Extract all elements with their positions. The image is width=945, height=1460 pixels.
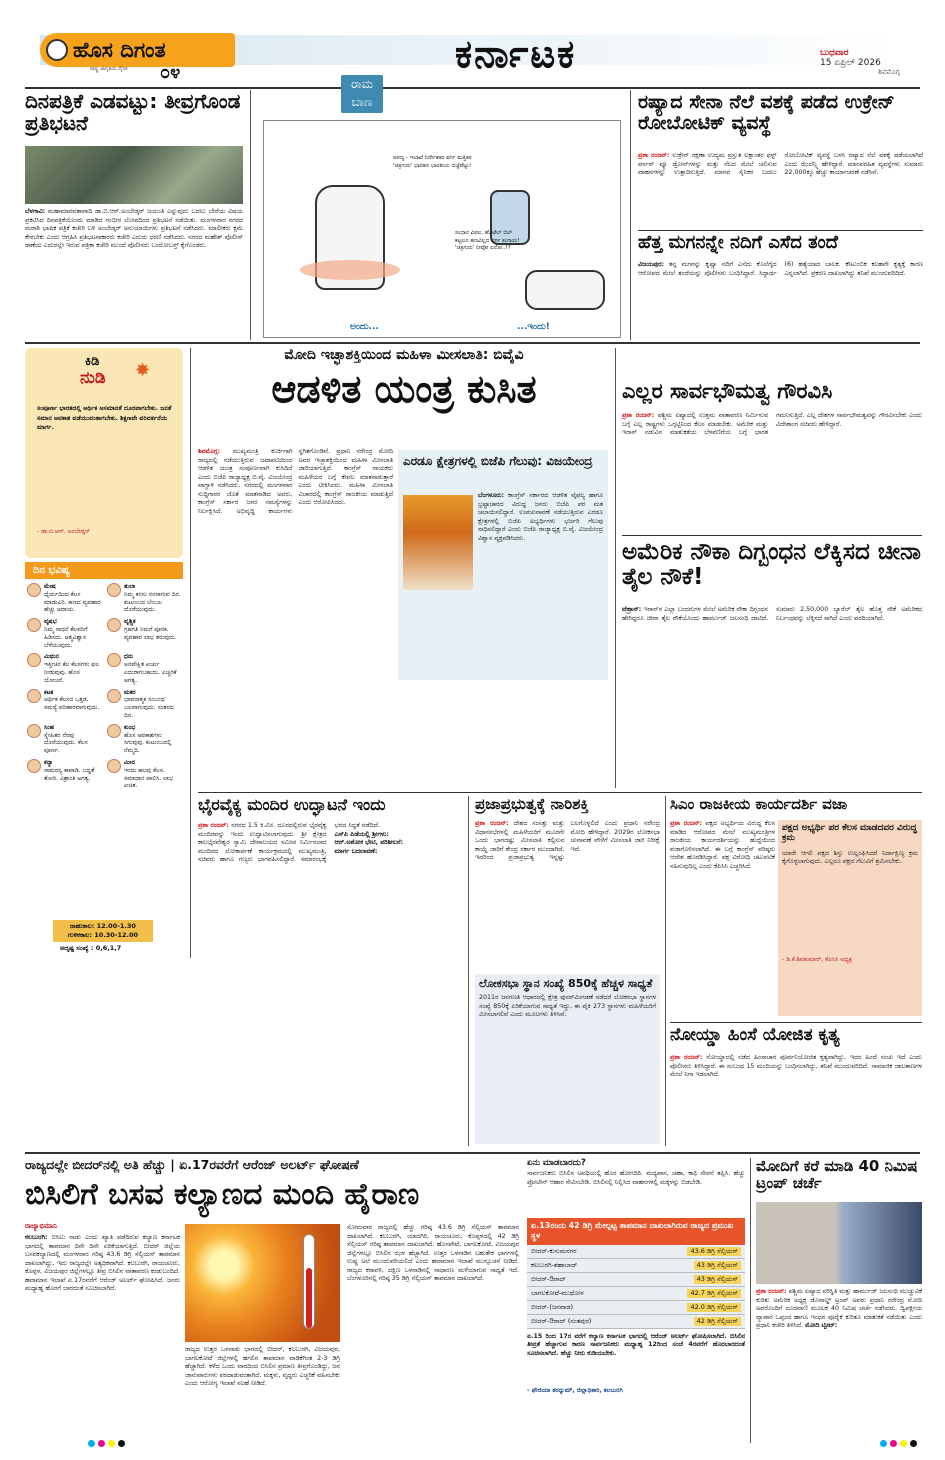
- sign-text: ಸಾಮರಸ್ಯ ಕಾಪಾಡಿ. ಬದ್ಧತೆ ತೋರಿ. ವಿಶ್ರಾಂತಿ ಅಗತ್ಯ.: [44, 766, 95, 782]
- story-body: [670, 820, 775, 1015]
- body-text: ಮಹಾಮಾನವತಾವಾದಿ ಡಾ.ಬಿ.ಆರ್.ಅಂಬೇಡ್ಕರ್ ಜಯಂತಿ ಎನ್ನುವುದು ಬದಲು ಬೇರೆಯ ವಿಷಯ ಪ್ರಕಟಿಸಿದ ದಿನಪತ್ರಿಕೆಯೊಂದು ಮಾಡಿದ ಗಂಭೀರ ಲೋಪದಿಂದ ಪ್ರತಿಭಟನೆ ನಡೆಯಿತು. ಮಂಗಳವಾರ ನಗರದ ಮರಾಠಿ ಭಾಷಿಕ ಪತ್ರಿಕೆ ಕಚೇರಿ ಬಳಿ ಅಂಬೇಡ್ಕರ್ ಅನುಯಾಯಿಗಳು ಪ್ರತಿಭಟನೆ ನಡೆಸಿದರು. ಮಾಲೀಕರು ಕ್ಷಮೆ ಕೇಳಬೇಕು ಎಂದು ಆಗ್ರಹಿಸಿ ಪ್ರತಿಭಟನಾಕಾರರು ಕಚೇರಿ ಎದುರು ಧರಣಿ ನಡೆಸಿದರು. ನಗರದ ಮಹೇಶ್ ಪೊಲೀಸ್ ಠಾಣೆಯ ಎದುರಲ್ಲೇ ಇರುವ ಪತ್ರಿಕಾ ಕಚೇರಿ ಮುಂದೆ ಪೊಲೀಸರು ಬಂದೋಬಸ್ತ್ ಕೈಗೊಂಡರು.: [25, 208, 243, 249]
- sign-name: ಸಿಂಹ: [44, 723, 55, 731]
- sign-content: [124, 583, 181, 614]
- box-headline: ಲೋಕಸಭಾ ಸ್ಥಾನ ಸಂಖ್ಯೆ 850ಕ್ಕೆ ಹೆಚ್ಚಳ ಸಾಧ್ಯತೆ: [479, 977, 653, 990]
- sign-text: ಭಾವನಾತ್ಮಕ ಸಂಬಂಧ ಬಲವಾಗುವುದು. ಸಂತಸದ ದಿನ.: [124, 696, 174, 719]
- temp-cell: 42.0 ಡಿಗ್ರಿ ಸೆಲ್ಸಿಯಸ್: [687, 1303, 741, 1312]
- sun-thermometer-photo: [185, 1224, 340, 1342]
- sign-content: [124, 653, 181, 684]
- bubble-right: ಸಂಧಾನ ವಿಫಲ, ಹೊಟೆಲ್ ಬಿಲ್ ಕಟ್ಟಲೂ ಹಣವಿಲ್ಲದ ವರ್ಗ ಕಂಗಾಲು! 'ಚಿತ್ರಗುರು' ನೀವೋ ಏನೋ..!?: [455, 230, 520, 252]
- paper-tagline: ರಾಷ್ಟ್ರ ಜಾಗೃತಿಯ ದೈನಿಕ: [90, 66, 128, 72]
- body-text: ತನ್ನ ಮಗನನ್ನು ಕೃಷ್ಣಾ ನದಿಗೆ ಎಸೆದು ಕೊಲೆಗೈದ ಆರೋಪದ ಮೇಲೆ ತಂದೆಯನ್ನು ಪೊಲೀಸರು ಬಂಧಿಸಿದ್ದಾರೆ. ಸಿದ್ಧಾರ್ಥ (6) ಹತ್ಯೆಯಾದ ಬಾಲಕ. ಕೌಟುಂಬಿಕ ಕಲಹವೇ ಕೃತ್ಯಕ್ಕೆ ಕಾರಣ ಎನ್ನಲಾಗಿದೆ. ಪ್ರಕರಣ ದಾಖಲಾಗಿದ್ದು ತನಿಖೆ ಮುಂದುವರಿದಿದೆ.: [638, 261, 923, 277]
- column-divider: [468, 796, 469, 1146]
- sign-text: ಅನಪೇಕ್ಷಿತ ಖರ್ಚು ಎದುರಾಗಬಹುದು. ಎಚ್ಚರಿಕೆ ಅಗತ್ಯ.: [124, 661, 177, 684]
- dateline: ಪ್ರಶಾ ರಂಜನ್:: [756, 1288, 787, 1295]
- place-cell: ಬೀದರ್-ಕುಸುಮನಗರ: [531, 1246, 577, 1255]
- story-body: [198, 448, 393, 783]
- sign-name: ವೃಶ್ಚಿಕ: [124, 618, 136, 626]
- zodiac-icon: [27, 689, 41, 703]
- inset-headline: ಎರಡೂ ಕ್ಷೇತ್ರಗಳಲ್ಲಿ ಬಿಜೆಪಿ ಗೆಲುವು: ವಿಜಯೇಂದ್ರ: [403, 454, 593, 468]
- body-text: ಪಶ್ಚಿಮ ಏಷ್ಯಾದ ಪರಿಸ್ಥಿತಿ ಮತ್ತು ಹಾರ್ಮುಜ್ ಜಲಸಂಧಿ ಮುಚ್ಚುವಿಕೆ ಕುರಿತು ಅಮೆರಿಕ ಅಧ್ಯಕ್ಷ ಡೊನಾಲ್ಡ್ ಟ್ರಂಪ್ ಅವರು ಪ್ರಧಾನಿ ನರೇಂದ್ರ ಮೋದಿ ಅವರೊಂದಿಗೆ ದೂರವಾಣಿ ಮೂಲಕ 40 ನಿಮಿಷ ಚರ್ಚೆ ನಡೆಸಿದರು. ದ್ವಿಪಕ್ಷೀಯ ವ್ಯಾಪಾರ ಒಪ್ಪಂದ ಹಾಗೂ ಇಂಧನ ಪೂರೈಕೆ ಕುರಿತೂ ಮಾತುಕತೆ ನಡೆಯಿತು ಎಂದು ಪ್ರಧಾನಿ ಕಚೇರಿ ತಿಳಿಸಿದೆ.: [756, 1288, 922, 1329]
- vijayendra-photo: [403, 495, 473, 590]
- headline: ಪ್ರಜಾಪ್ರಭುತ್ವಕ್ಕೆ ನಾರಿಶಕ್ತಿ: [475, 795, 589, 813]
- story-body: [622, 412, 922, 530]
- temp-cell: 42.7 ಡಿಗ್ರಿ ಸೆಲ್ಸಿಯಸ್: [687, 1289, 741, 1298]
- page-number: ೦೪: [160, 62, 181, 83]
- story-heatwave: [25, 1158, 520, 1443]
- sign-text: ಧೈರ್ಯದಿಂದ ಕೆಲಸ ಮಾಡುವಿರಿ. ಹಣದ ವ್ಯವಹಾರ ಹೆಚ್ಚು ಆದಾಯ.: [44, 590, 101, 614]
- place-cell: ಬೀದರ್-ಔರಾದ್: [531, 1274, 566, 1283]
- horoscope-sign: [27, 759, 101, 790]
- seat-count-box: [475, 974, 660, 1144]
- story-trump-modi-call: [756, 1158, 922, 1443]
- headline: ಆಡಳಿತ ಯಂತ್ರ ಕುಸಿತ: [271, 367, 537, 412]
- sign-content: [124, 724, 181, 755]
- story-admin-collapse: [198, 348, 610, 788]
- section-rule: [670, 1022, 922, 1023]
- horoscope-sign: [107, 689, 181, 720]
- horoscope-sign: [107, 759, 181, 790]
- body-text: ಪಕ್ಷದ ಅಭ್ಯರ್ಥಿಯ ವಿರುದ್ಧ ಕೆಲಸ ಮಾಡಿದ ಆರೋಪದ ಮೇಲೆ ಮುಖ್ಯಮಂತ್ರಿಗಳ ರಾಜಕೀಯ ಕಾರ್ಯದರ್ಶಿಯನ್ನು ಹುದ್ದೆಯಿಂದ ವಜಾಗೊಳಿಸಲಾಗಿದೆ. ಈ ಬಗ್ಗೆ ಕಾಂಗ್ರೆಸ್ ವರಿಷ್ಠರು ಆದೇಶ ಹೊರಡಿಸಿದ್ದಾರೆ. ಪಕ್ಷ ವಿರೋಧಿ ಚಟುವಟಿಕೆ ಸಹಿಸುವುದಿಲ್ಲ ಎಂದು ಕೆಪಿಸಿಸಿ ಎಚ್ಚರಿಸಿದೆ.: [670, 820, 775, 870]
- section-rule: [638, 230, 923, 231]
- horoscope: [25, 562, 183, 957]
- body-text: ಇರಾನ್‌ನ ಎಲ್ಲಾ ಬಂದರುಗಳ ಮೇಲೆ ಅಮೆರಿಕ ನೌಕಾ ದಿಗ್ಬಂಧನ ಹೇರಿದ್ದರೂ ಚೀನಾ ತೈಲ ನೌಕೆಯೊಂದು ಹಾರ್ಮುಜ್ ಜಲಸಂಧಿ ದಾಟಿದೆ. ಸುಮಾರು 2,50,000 ಬ್ಯಾರೆಲ್ ತೈಲ ಹೊತ್ತ ನೌಕೆ ಅಮೆರಿಕದ ನಿರ್ಬಂಧವನ್ನು ಲೆಕ್ಕಿಸದೆ ಸಾಗಿದೆ ಎಂದು ವರದಿಯಾಗಿದೆ.: [622, 606, 922, 622]
- headline: ಎಲ್ಲರ ಸಾರ್ವಭೌಮತ್ವ ಗೌರವಿಸಿ: [622, 379, 833, 403]
- sign-content: [44, 759, 101, 782]
- sign-content: [44, 618, 101, 649]
- badge-line-2: ಬಾಣ: [351, 95, 373, 109]
- table-row: [527, 1315, 745, 1329]
- headline: ನೋಯ್ಡಾ ಹಿಂಸೆ ಯೋಜಿತ ಕೃತ್ಯ: [670, 1025, 840, 1045]
- zodiac-icon: [27, 618, 41, 632]
- table-row: [527, 1259, 745, 1273]
- section-tag: ರಾಜ್ಯಾಭಿಮಾನಿ: [25, 1222, 58, 1230]
- zodiac-icon: [107, 689, 121, 703]
- section-title: ಕರ್ನಾಟಕ: [455, 32, 577, 76]
- city: ಶಿವಮೊಗ್ಗ: [878, 68, 900, 76]
- dateline: ಪ್ರಶಾ ರಂಜನ್:: [638, 152, 670, 159]
- section-rule: [198, 792, 922, 793]
- sign-name: ಕಟಕ: [44, 688, 54, 696]
- story-sovereignty: [622, 380, 922, 530]
- kidi-quote: ಸಂಪೂರ್ಣ ಭಾರತದಲ್ಲಿ ಆರ್ಥಿಕ ಅಸಮಾನತೆ ದೂರವಾಗಬೇಕು. ಜನತೆ ಸಮಾನ ಅವಕಾಶ ಪಡೆಯುವಂತಾಗಬೇಕು. ಶಿಕ್ಷಣವೇ ಪರಿವರ್ತನೆಯ ಮಾರ್ಗ.: [37, 405, 172, 432]
- headline: ರಷ್ಯಾದ ಸೇನಾ ನೆಲೆ ವಶಕ್ಕೆ ಪಡೆದ ಉಕ್ರೇನ್ ರೋಬೋಟಿಕ್ ವ್ಯವಸ್ಥೆ: [638, 91, 895, 134]
- headline: ಸಿಎಂ ರಾಜಕೀಯ ಕಾರ್ಯದರ್ಶಿ ವಜಾ: [670, 795, 848, 813]
- temp-cell: 43 ಡಿಗ್ರಿ ಸೆಲ್ಸಿಯಸ್: [694, 1275, 741, 1284]
- story-noida-violence: [670, 1026, 922, 1146]
- box-body: 2011ರ ಜನಗಣತಿ ಆಧಾರದಲ್ಲಿ ಕ್ಷೇತ್ರ ಪುನರ್‌ವಿಂಗಡಣೆ ನಡೆದರೆ ಲೋಕಸಭಾ ಸ್ಥಾನಗಳ ಸಂಖ್ಯೆ 850ಕ್ಕೆ ಏರಿಕೆಯಾಗುವ ಸಾಧ್ಯತೆ ಇದ್ದು, ಈ ಪೈಕಿ 273 ಸ್ಥಾನಗಳು ಮಹಿಳೆಯರಿಗೆ ಮೀಸಲಾಗಲಿವೆ ಎಂದು ಮೂಲಗಳು ತಿಳಿಸಿವೆ.: [479, 994, 656, 1019]
- table-row: [527, 1287, 745, 1301]
- story-newspaper-protest: [25, 90, 245, 335]
- sign-name: ಮಿಥುನ: [44, 653, 59, 661]
- zodiac-icon: [107, 653, 121, 667]
- temperature-table: [527, 1218, 745, 1329]
- story-body-2: ಸೋಮವಾರ ರಾಜ್ಯದಲ್ಲಿ ಹೆಚ್ಚು ಗರಿಷ್ಠ 43.6 ಡಿಗ್ರಿ ಸೆಲ್ಸಿಯಸ್ ತಾಪಮಾನ ದಾಖಲಾಗಿದೆ. ಕಲಬುರಗಿ, ಯಾದಗಿರಿ, ರಾಯಚೂರು, ಕೊಪ್ಪಳದಲ್ಲಿ 42 ಡಿಗ್ರಿ ಸೆಲ್ಸಿಯಸ್ ಗರಿಷ್ಠ ತಾಪಮಾನ ದಾಖಲಾಗಿದೆ. ಹೊಸಪೇಟೆ, ಬಾಗಲಕೋಟೆ, ವಿಜಯಪುರ ಜಿಲ್ಲೆಗಳಲ್ಲೂ ಬಿಸಿಲಿನ ಝಳ ಹೆಚ್ಚಾಗಿದೆ. ಉತ್ತರ ಒಳನಾಡಿನ ಬಹುತೇಕ ಭಾಗಗಳಲ್ಲಿ ಉಷ್ಣ ಅಲೆ ಮುಂದುವರಿಯಲಿದೆ ಎಂದು ಹವಾಮಾನ ಇಲಾಖೆ ಮುನ್ಸೂಚನೆ ನೀಡಿದೆ. ರಾಜ್ಯದ ಕರಾವಳಿ, ದಕ್ಷಿಣ ಒಳನಾಡಿನಲ್ಲಿ ಸಾಧಾರಣ ಮಳೆಯಾಗುವ ಸಾಧ್ಯತೆ ಇದೆ. ಬೆಂಗಳೂರಿನಲ್ಲಿ ಗರಿಷ್ಠ 35 ಡಿಗ್ರಿ ಸೆಲ್ಸಿಯಸ್ ತಾಪಮಾನ ದಾಖಲಾಗಿದೆ.: [347, 1224, 519, 1282]
- dateline: ಪ್ರಶಾ ರಂಜನ್:: [198, 822, 229, 829]
- sign-name: ಮೀನ: [124, 758, 135, 766]
- inset-body: [478, 492, 603, 677]
- zodiac-icon: [107, 724, 121, 738]
- thermometer-icon: [303, 1234, 315, 1329]
- hand-figure-right: [525, 270, 605, 310]
- paper-logo: [40, 33, 235, 67]
- registration-marks: [880, 1440, 917, 1447]
- zodiac-icon: [107, 759, 121, 773]
- story-ukraine-robotics: [638, 92, 923, 227]
- horoscope-title: ದಿನ ಭವಿಷ್ಯ: [25, 562, 183, 579]
- caption-then: ಅಂದು...: [350, 322, 379, 332]
- sign-text: ಹೊಸ ಅವಕಾಶಗಳು ಸಿಗುವುವು. ಕುಟುಂಬದಲ್ಲಿ ನೆಮ್ಮದಿ.: [124, 731, 172, 755]
- column-divider: [630, 90, 631, 340]
- quote-author: - ಡಿ.ಕೆ.ಶಿವಕುಮಾರ್, ಕೆಪಿಸಿಸಿ ಅಧ್ಯಕ್ಷ: [782, 955, 853, 963]
- column-divider: [750, 1158, 751, 1443]
- weekday: ಬುಧವಾರ: [820, 48, 849, 58]
- quote-box: [778, 820, 922, 1016]
- column-divider: [615, 348, 616, 788]
- sign-text: ನಿಮ್ಮ ಕನಸು ನನಸಾಗುವ ದಿನ. ಕುಟುಂಬದ ಬೆಂಬಲ ದೊರೆಯುವುದು.: [124, 590, 181, 614]
- sign-content: [44, 653, 101, 684]
- temp-cell: 43.6 ಡಿಗ್ರಿ ಸೆಲ್ಸಿಯಸ್: [687, 1247, 741, 1256]
- zodiac-icon: [27, 724, 41, 738]
- place-cell: ಬೀದರ್-ಔರಾದ್ (ಸಂತಪುರ): [531, 1316, 592, 1325]
- date-box: [820, 48, 920, 77]
- caption-now: ...ಇಂದು!: [517, 322, 550, 332]
- sign-content: [44, 689, 101, 712]
- sign-text: ಸ್ನೇಹಿತರ ನೆರವು ದೊರೆಯುವುದು. ಕೆಲಸ ಪೂರ್ಣ.: [44, 731, 88, 755]
- horoscope-sign: [107, 724, 181, 755]
- kidi-nudi-box: [25, 348, 183, 558]
- inset-dateline: ಬೆಂಗಳೂರು:: [478, 492, 505, 499]
- table-row: [527, 1301, 745, 1315]
- dateline: ವಿಜಯಪುರ:: [638, 261, 665, 268]
- column-divider: [665, 796, 666, 1146]
- story-body: [638, 152, 923, 227]
- horoscope-sign: [27, 724, 101, 755]
- table-title: ಏ.13ರಂದು 42 ಡಿಗ್ರಿ ಮೇಲ್ಪಟ್ಟ ತಾಪಮಾನ ದಾಖಲಾಗಿರುವ ರಾಜ್ಯದ ಪ್ರಮುಖ ಸ್ಥಳ: [527, 1218, 745, 1245]
- table-row: [527, 1273, 745, 1287]
- zodiac-icon: [107, 618, 121, 632]
- sign-content: [124, 618, 181, 641]
- sign-name: ತುಲಾ: [124, 583, 136, 590]
- dateline: ಬೆಳಗಾವಿ:: [25, 208, 46, 215]
- alert-author: - ಫೌಜಿಯಾ ತರನ್ನುಮ್, ಜಿಲ್ಲಾಧಿಕಾರಿ, ಕಲಬುರಗಿ: [527, 1386, 623, 1394]
- horoscope-sign: [107, 618, 181, 649]
- column-divider: [250, 90, 251, 340]
- temp-cell: 43 ಡಿಗ್ರಿ ಸೆಲ್ಸಿಯಸ್: [694, 1261, 741, 1270]
- sign-content: [44, 724, 101, 755]
- splash-left: [300, 260, 400, 280]
- body-text: ಮುಖ್ಯಮಂತ್ರಿ ಕುರ್ಚಿಗಾಗಿ ರಾಜ್ಯದಲ್ಲಿ ನಡೆಯುತ್ತಿರುವ ಜಟಾಪಟಿಯಿಂದ ಆಡಳಿತ ಯಂತ್ರ ಸಂಪೂರ್ಣವಾಗಿ ಕುಸಿದಿದೆ ಎಂದು ಬಿಜೆಪಿ ರಾಜ್ಯಾಧ್ಯಕ್ಷ ಬಿ.ವೈ. ವಿಜಯೇಂದ್ರ ವಾಗ್ದಾಳಿ ನಡೆಸಿದರು. ನಗರದಲ್ಲಿ ಮಂಗಳವಾರ ಸುದ್ದಿಗಾರರ ಜೊತೆ ಮಾತನಾಡಿದ ಅವರು, ಕಾಂಗ್ರೆಸ್ ಸರ್ಕಾರ ಜನರ ಸಮಸ್ಯೆಗಳನ್ನು ನಿರ್ಲಕ್ಷಿಸಿದೆ. ಅಭಿವೃದ್ಧಿ ಕಾರ್ಯಗಳು ಸ್ಥಗಿತಗೊಂಡಿವೆ. ಪ್ರಧಾನಿ ನರೇಂದ್ರ ಮೋದಿ ಅವರ ಇಚ್ಛಾಶಕ್ತಿಯಿಂದ ಮಹಿಳಾ ಮೀಸಲಾತಿ ಜಾರಿಯಾಗುತ್ತಿದೆ. ಕಾಂಗ್ರೆಸ್ ನಾಯಕರು ಮಹಿಳೆಯರ ಬಗ್ಗೆ ಕೇವಲ ಮಾತನಾಡುತ್ತಾರೆ ಎಂದು ಟೀಕಿಸಿದರು. ಮಹಿಳಾ ಮೀಸಲಾತಿ ವಿಚಾರದಲ್ಲಿ ಕಾಂಗ್ರೆಸ್ ರಾಜಕೀಯ ಮಾಡುತ್ತಿದೆ ಎಂದು ಆರೋಪಿಸಿದರು.: [198, 448, 393, 515]
- sign-name: ಮಕರ: [124, 688, 136, 696]
- horoscope-sign: [107, 583, 181, 614]
- quote-body: ಯಾರೇ ಆಗಲಿ ಪಕ್ಷದ ಶಿಸ್ತು ಉಲ್ಲಂಘಿಸಿದರೆ ನಿರ್ದಾಕ್ಷಿಣ್ಯ ಕ್ರಮ ಕೈಗೊಳ್ಳಲಾಗುವುದು. ಎಲ್ಲರೂ ಪಕ್ಷದ ಗೆಲುವಿಗೆ ಶ್ರಮಿಸಬೇಕು.: [782, 849, 918, 866]
- cartoon-panel: [255, 70, 625, 342]
- story-body: [25, 208, 243, 333]
- horoscope-grid: [25, 579, 183, 794]
- dateline: ಪ್ರಶಾ ರಂಜನ್:: [622, 412, 655, 419]
- protest-photo: [25, 146, 243, 204]
- body-text: ದೇಶದ ಸಂಸತ್ತು ಮತ್ತು ವಿಧಾನಸಭೆಗಳಲ್ಲಿ ಮಹಿಳೆಯರಿಗೆ ಮೂರನೇ ಒಂದು ಭಾಗದಷ್ಟು ಮೀಸಲಾತಿ ಕಲ್ಪಿಸುವ ಕಾಯ್ದೆ ಜಾರಿಗೆ ಕೇಂದ್ರ ಸರ್ಕಾರ ಮುಂದಾಗಿದೆ. ಇದರಿಂದ ಪ್ರಜಾಪ್ರಭುತ್ವ ಇನ್ನಷ್ಟು ಬಲಗೊಳ್ಳಲಿದೆ ಎಂದು ಪ್ರಧಾನಿ ನರೇಂದ್ರ ಮೋದಿ ಹೇಳಿದ್ದಾರೆ. 2029ರ ಲೋಕಸಭಾ ಚುನಾವಣೆ ವೇಳೆಗೆ ಮೀಸಲಾತಿ ಜಾರಿ ನಿರೀಕ್ಷೆ ಇದೆ.: [475, 820, 660, 861]
- place-cell: ಕಲಬುರಗಿ-ಶಹಾಬಾದ್: [531, 1260, 578, 1269]
- headline: ಭೈರವೈಕ್ಯ ಮಂದಿರ ಉದ್ಘಾಟನೆ ಇಂದು: [198, 795, 386, 814]
- paper-name: ಹೊಸ ದಿಗಂತ: [73, 37, 166, 62]
- dateline: ಪ್ರಶಾ ರಂಜನ್:: [670, 820, 703, 827]
- story-father-river: [638, 233, 923, 338]
- dateline: ಪ್ರಶಾ ರಂಜನ್:: [475, 820, 509, 827]
- sign-name: ವೃಷಭ: [44, 618, 57, 626]
- story-body-1: [25, 1234, 180, 1439]
- badge-line-1: ರಾಮ: [351, 77, 373, 91]
- sign-content: [44, 583, 101, 614]
- dateline: ಟೆಹ್ರಾನ್:: [622, 606, 642, 613]
- kicker: ರಾಜ್ಯದಲ್ಲೇ ಬೀದರ್‌ನಲ್ಲಿ ಅತಿ ಹೆಚ್ಚು | ಏ.17ರವರೆಗೆ ಆರೆಂಜ್ ಅಲರ್ಟ್ ಘೋಷಣೆ: [25, 1157, 359, 1172]
- rahu-kala: ರಾಹುಕಾಲ: 12.00-1.30: [70, 922, 136, 930]
- logo-emblem-icon: [46, 39, 68, 61]
- nudi-title: ನುಡಿ: [80, 368, 106, 388]
- sign-text: ಇಂದು ಹಲವು ಕೆಲಸ. ಸಮಾಧಾನ ಪಾಲಿಸಿ. ಲಾಭ ಖಚಿತ.: [124, 766, 174, 790]
- fold-rule: [25, 342, 920, 344]
- story-body: [670, 1054, 922, 1144]
- timing-box: [53, 920, 153, 942]
- section-rule: [25, 1152, 920, 1154]
- body-text: ಉಕ್ರೇನ್ ರಕ್ಷಣಾ ಉದ್ಯಮ ಪ್ರಸ್ತುತ ಲಕ್ಷಾಂತರ ಫಸ್ಟ್ ಪರ್ಸನ್ ವ್ಯೂ ಡ್ರೋನ್‌ಗಳನ್ನು ಮತ್ತು ನೆಲದ ಮೇಲೆ ಚಲಿಸುವ ವಾಹನಗಳನ್ನು ಉತ್ಪಾದಿಸುತ್ತಿದೆ. ಮಾನವ ಸೈನಿಕರ ಬದಲು ರೋಬೋಟಿಕ್ ವ್ಯವಸ್ಥೆ ಬಳಸಿ ರಷ್ಯಾದ ನೆಲೆ ವಶಕ್ಕೆ ಪಡೆಯಲಾಗಿದೆ ಎಂದು ಝೆಲೆನ್ಸ್ಕಿ ಹೇಳಿದ್ದಾರೆ. ಮಾನವರಹಿತ ವ್ಯವಸ್ಥೆಗಳು ಸುಮಾರು 22,000ಕ್ಕೂ ಹೆಚ್ಚು ಕಾರ್ಯಾಚರಣೆ ನಡೆಸಿವೆ.: [638, 152, 923, 176]
- zodiac-icon: [107, 583, 121, 597]
- alert-text: ಏ.15 ರಿಂದ 17ರ ವರೆಗೆ ಕಲ್ಯಾಣ ಕರ್ನಾಟಕ ಭಾಗದಲ್ಲಿ ಆರೆಂಜ್ ಅಲರ್ಟ್ ಘೋಷಿಸಲಾಗಿದೆ. ಬಿಸಿಲಿನ ತೀವ್ರತೆ ಹೆಚ್ಚಾಗುವ ಕಾರಣ ಸಾರ್ವಜನಿಕರು ಮಧ್ಯಾಹ್ನ 12ರಿಂದ ಸಂಜೆ 4ರವರೆಗೆ ಹೊರಬಾರದಂತೆ ಸೂಚಿಸಲಾಗಿದೆ. ಹೆಚ್ಚು ನೀರು ಕುಡಿಯಬೇಕು.: [527, 1332, 745, 1357]
- zodiac-icon: [27, 583, 41, 597]
- gulika-kala: ಗುಳಿಕಕಾಲ: 10.30-12.00: [67, 931, 139, 939]
- place-cell: ಬಾಗಲಕೋಟೆ-ಮುಧೋಳ: [531, 1288, 584, 1297]
- place-cell: ಬೀದರ್-(ಜನವಾಡ): [531, 1302, 573, 1311]
- body-text: ಪಶ್ಚಿಮ ಏಷ್ಯಾದಲ್ಲಿ ಉತ್ತಮ ವಾತಾವರಣ ನಿರ್ಮಿಸುವ ಬಗ್ಗೆ ಎಲ್ಲ ರಾಷ್ಟ್ರಗಳು ಒಗ್ಗಟ್ಟಿನಿಂದ ಕೆಲಸ ಮಾಡಬೇಕು. ಅಮೆರಿಕ ಮತ್ತು ಇರಾನ್ ನಡುವಿನ ಮಾತುಕತೆಯ ಬೆಳವಣಿಗೆಯ ಬಗ್ಗೆ ಭಾರತ ಗಮನಿಸುತ್ತಿದೆ. ಎಲ್ಲ ದೇಶಗಳ ಸಾರ್ವಭೌಮತ್ವವನ್ನು ಗೌರವಿಸಬೇಕು ಎಂದು ವಿದೇಶಾಂಗ ಸಚಿವರು ಹೇಳಿದ್ದಾರೆ.: [622, 412, 922, 436]
- story-body-3: ರಾಜ್ಯದ ಉತ್ತರ ಒಳನಾಡು ಭಾಗದಲ್ಲಿ ಬೀದರ್, ಕಲಬುರಗಿ, ವಿಜಯಪುರ, ಬಾಗಲಕೋಟೆ ಜಿಲ್ಲೆಗಳಲ್ಲಿ ಹಗಲಿನ ತಾಪಮಾನ ವಾಡಿಕೆಗಿಂತ 2-3 ಡಿಗ್ರಿ ಹೆಚ್ಚಾಗಿದೆ. ಕಳೆದ ಒಂದು ವಾರದಿಂದ ಬಿಸಿಲಿನ ಪ್ರಮಾಣ ತೀವ್ರಗೊಂಡಿದ್ದು, ಜನ ಜಾನುವಾರುಗಳು ಪರದಾಡುವಂತಾಗಿದೆ. ಮಕ್ಕಳು, ವೃದ್ಧರು ಎಚ್ಚರಿಕೆ ವಹಿಸಬೇಕು ಎಂದು ಆರೋಗ್ಯ ಇಲಾಖೆ ಸಲಹೆ ನೀಡಿದೆ.: [185, 1346, 340, 1387]
- section-rule: [622, 535, 922, 536]
- story-women-democracy: [475, 796, 660, 1146]
- story-china-oil: [622, 540, 922, 785]
- inset-box: [398, 450, 608, 680]
- horoscope-sign: [27, 618, 101, 649]
- headline: ಬಿಸಿಲಿಗೆ ಬಸವ ಕಲ್ಯಾಣದ ಮಂದಿ ಹೈರಾಣ: [25, 1176, 420, 1212]
- headline: ಅಮೆರಿಕ ನೌಕಾ ದಿಗ್ಬಂಧನ ಲೆಕ್ಕಿಸದ ಚೀನಾ ತೈಲ ನೌಕೆ!: [622, 539, 921, 591]
- sign-text: ಗ್ರಹಗತಿ ನಿಮಗೆ ಪೂರಕ. ವ್ಯವಹಾರ ಲಾಭ ತರುವುದು.: [124, 625, 177, 641]
- horoscope-sign: [27, 653, 101, 684]
- headline: ಮೋದಿಗೆ ಕರೆ ಮಾಡಿ 40 ನಿಮಿಷ ಟ್ರಂಪ್ ಚರ್ಚೆ: [756, 1157, 918, 1192]
- subhead-3: ಮಾರ್ಗ ಬದಲಾವಣೆ:: [334, 847, 378, 855]
- modi-trump-photo: [756, 1202, 922, 1284]
- headline: ಹೆತ್ತ ಮಗನನ್ನೇ ನದಿಗೆ ಎಸೆದ ತಂದೆ: [638, 232, 838, 253]
- body-text: ನೋಯ್ಡಾದಲ್ಲಿ ನಡೆದ ಹಿಂಸಾಚಾರ ಪೂರ್ವನಿಯೋಜಿತ ಕೃತ್ಯವಾಗಿದ್ದು, ಇದರ ಹಿಂದೆ ಸಂಚು ಇದೆ ಎಂದು ಪೊಲೀಸರು ತಿಳಿಸಿದ್ದಾರೆ. ಈ ಸಂಬಂಧ 15 ಮಂದಿಯನ್ನು ಬಂಧಿಸಲಾಗಿದ್ದು, ತನಿಖೆ ಮುಂದುವರಿದಿದೆ. ಸಾಮಾಜಿಕ ಜಾಲತಾಣಗಳ ಮೇಲೆ ನಿಗಾ ಇಡಲಾಗಿದೆ.: [670, 1054, 922, 1078]
- sign-name: ಮೇಷ: [44, 583, 56, 590]
- headline: ದಿನಪತ್ರಿಕೆ ಎಡವಟ್ಟು: ತೀವ್ರಗೊಂಡ ಪ್ರತಿಭಟನೆ: [25, 89, 241, 135]
- dateline: ಪ್ರಶಾ ರಂಜನ್:: [670, 1054, 703, 1061]
- horoscope-sign: [107, 653, 181, 684]
- zodiac-icon: [27, 759, 41, 773]
- body-text: ಬಿಸಿಲು ನಾಡು ಎಂದು ಖ್ಯಾತಿ ಪಡೆದಿರುವ ಕಲ್ಯಾಣ ಕರ್ನಾಟಕ ಭಾಗದಲ್ಲಿ ತಾಪಮಾನ ದಿನೇ ದಿನೇ ಏರಿಕೆಯಾಗುತ್ತಿದೆ. ಬೀದರ್ ಜಿಲ್ಲೆಯ ಬಸವಕಲ್ಯಾಣದಲ್ಲಿ ಮಂಗಳವಾರ ಗರಿಷ್ಠ 43.6 ಡಿಗ್ರಿ ಸೆಲ್ಸಿಯಸ್ ತಾಪಮಾನ ದಾಖಲಾಗಿದ್ದು, ಇದು ರಾಜ್ಯದಲ್ಲೇ ಅತ್ಯಧಿಕವಾಗಿದೆ. ಕಲಬುರಗಿ, ರಾಯಚೂರು, ಕೊಪ್ಪಳ, ವಿಜಯಪುರ ಜಿಲ್ಲೆಗಳಲ್ಲೂ ತೀವ್ರ ಬಿಸಿಲಿನ ವಾತಾವರಣ ಕಂಡುಬಂದಿದೆ. ಹವಾಮಾನ ಇಲಾಖೆ ಏ.17ರವರೆಗೆ ಆರೆಂಜ್ ಅಲರ್ಟ್ ಘೋಷಿಸಿದೆ. ಜನರು ಮಧ್ಯಾಹ್ನ ಹೊರಗೆ ಬಾರದಂತೆ ಸೂಚಿಸಲಾಗಿದೆ.: [25, 1234, 180, 1292]
- heat-tips-box: [527, 1158, 745, 1443]
- tips-title: ಏನು ಮಾಡಬಾರದು?: [527, 1158, 586, 1168]
- dateline: ಕಲಬುರಗಿ:: [25, 1234, 48, 1241]
- date: 15 ಏಪ್ರಿಲ್ 2026: [820, 58, 881, 68]
- story-cm-secretary-fired: [670, 796, 922, 1018]
- quote-headline: ಪಕ್ಷದ ಅಭ್ಯರ್ಥಿ ಪರ ಕೆಲಸ ಮಾಡದವರ ವಿರುದ್ಧ ಕ್ರಮ: [782, 823, 917, 843]
- sign-text: ನಿಮ್ಮ ಸಾಧನೆ ಕೆಲವರಿಗೆ ಹಿಡಿಸದು. ಆತ್ಮವಿಶ್ವಾಸ ಬೆಳೆಯುವುದು.: [44, 625, 88, 649]
- kidi-title: ಕಿಡಿ: [85, 354, 100, 369]
- horoscope-sign: [27, 689, 101, 720]
- table-row: [527, 1245, 745, 1259]
- spark-icon: ✸: [135, 360, 151, 381]
- horoscope-sign: [27, 583, 101, 614]
- subhead-1: ಎಸ್‌ಪಿ ಪಿಡೆಯಲ್ಲಿ ಶ್ರೀಗಳು:: [334, 830, 389, 838]
- subhead: ಮೋದಿ ಟ್ವೀಟ್:: [805, 1322, 838, 1329]
- zodiac-icon: [27, 653, 41, 667]
- kidi-author: - ಡಾ.ಬಿ.ಆರ್. ಅಂಬೇಡ್ಕರ್: [37, 528, 90, 535]
- story-body: [198, 822, 463, 1142]
- body-text: ನಗರದ 1.5 ಕಿ.ಮೀ. ದೂರದಲ್ಲಿರುವ ಭೈರವೈಕ್ಯ ಮಂದಿರವನ್ನು ಇಂದು ಉದ್ಘಾಟಿಸಲಾಗುವುದು. ಶ್ರೀ ಕ್ಷೇತ್ರದ ಕಾಲಭೈರವೇಶ್ವರ ಸ್ವಾಮಿ ದೇವಾಲಯದ ಸಮೀಪ ನಿರ್ಮಿಸಲಾದ ಮಂದಿರದ ಲೋಕಾರ್ಪಣೆ ಕಾರ್ಯಕ್ರಮದಲ್ಲಿ ಮುಖ್ಯಮಂತ್ರಿ, ಸಚಿವರು ಹಾಗೂ ಗಣ್ಯರು ಭಾಗವಹಿಸಲಿದ್ದಾರೆ. ಸಮಾರಂಭಕ್ಕೆ ಭರದ ಸಿದ್ಧತೆ ನಡೆದಿದೆ.: [198, 822, 380, 863]
- rama-bana-badge: [341, 75, 383, 113]
- sign-text: ಆರ್ಥಿಕ ಕೆಲಸದ ಒತ್ತಡ. ಸಮಸ್ಯೆ ಪರಿಹಾರವಾಗುವುದು.: [44, 696, 100, 712]
- sign-name: ಕುಂಭ: [124, 723, 136, 731]
- story-body: [475, 820, 660, 970]
- story-body: [756, 1288, 922, 1440]
- table-rows: [527, 1245, 745, 1329]
- sign-text: ಇತ್ತೀಚಿನ ಕೆಲ ಕೆಲಸಗಳು ಫಲ ನೀಡುವುವು. ಹೊಸ ಯೋಜನೆ.: [44, 661, 100, 684]
- temp-cell: 42 ಡಿಗ್ರಿ ಸೆಲ್ಸಿಯಸ್: [694, 1317, 741, 1326]
- sign-content: [124, 689, 181, 720]
- story-temple-inauguration: [198, 796, 463, 1146]
- sign-name: ಧನು: [124, 653, 134, 661]
- sign-name: ಕನ್ಯಾ: [44, 758, 53, 766]
- inset-text: ಕಾಂಗ್ರೆಸ್ ಸರ್ಕಾರದ ಆಡಳಿತ ವೈಫಲ್ಯ ಹಾಗೂ ಭ್ರಷ್ಟಾಚಾರದ ವಿರುದ್ಧ ಜನರು ಬಿಜೆಪಿ ಪರ ಮತ ಚಲಾಯಿಸಲಿದ್ದಾರೆ. ಉಪಚುನಾವಣೆ ನಡೆಯುತ್ತಿರುವ ಎರಡೂ ಕ್ಷೇತ್ರಗಳಲ್ಲಿ ಬಿಜೆಪಿ ಅಭ್ಯರ್ಥಿಗಳು ಭರ್ಜರಿ ಗೆಲುವು ಸಾಧಿಸಲಿದ್ದಾರೆ ಎಂದು ಬಿಜೆಪಿ ರಾಜ್ಯಾಧ್ಯಕ್ಷ ಬಿ.ವೈ. ವಿಜಯೇಂದ್ರ ವಿಶ್ವಾಸ ವ್ಯಕ್ತಪಡಿಸಿದರು.: [478, 492, 603, 542]
- dateline: ಶಿವಮೊಗ್ಗ:: [198, 448, 221, 455]
- column-divider: [190, 348, 191, 958]
- story-body: [638, 261, 923, 338]
- subhead-2: ಆರ್.ಅಶೋಕ ಭೇಟಿ, ಪರಿಶೀಲನೆ:: [334, 839, 404, 846]
- tips-body: ಸಾರ್ವಜನಿಕರು ಬಿಸಿಲಿನ ಅವಧಿಯಲ್ಲಿ ಹೊರ ಹೋಗದಿರಿ. ಮದ್ಯಪಾನ, ಚಹಾ, ಕಾಫಿ ಸೇವನೆ ತಪ್ಪಿಸಿ. ಹೆಚ್ಚು ಪ್ರೋಟೀನ್ ಆಹಾರ ಸೇವಿಸಬೇಡಿ. ಬಿಸಿಲಿನಲ್ಲಿ ನಿಲ್ಲಿಸಿದ ವಾಹನಗಳಲ್ಲಿ ಮಕ್ಕಳನ್ನು ಬಿಡಬೇಡಿ.: [527, 1170, 745, 1186]
- registration-marks: [88, 1440, 125, 1447]
- sign-content: [124, 759, 181, 790]
- lucky-numbers: ಅದೃಷ್ಟ ಸಂಖ್ಯೆ : 0,6,1,7: [60, 944, 122, 952]
- kicker: ಮೋದಿ ಇಚ್ಛಾಶಕ್ತಿಯಿಂದ ಮಹಿಳಾ ಮೀಸಲಾತಿ: ಬಿವೈವಿ: [284, 347, 524, 363]
- story-body: [622, 606, 922, 784]
- bubble-left: ಅರಣ್ಯ - ಇಲಾಖೆ ನಿರ್ದೇಶಕರ ವರ್ಗ ಮತ್ತಿತರ 'ಚಿತ್ರಗುರು' ಭಾರತದ ಭಾರತೀಯ ಬಿಜ್ಜೆಪೆಟ್ಟು!: [393, 155, 472, 169]
